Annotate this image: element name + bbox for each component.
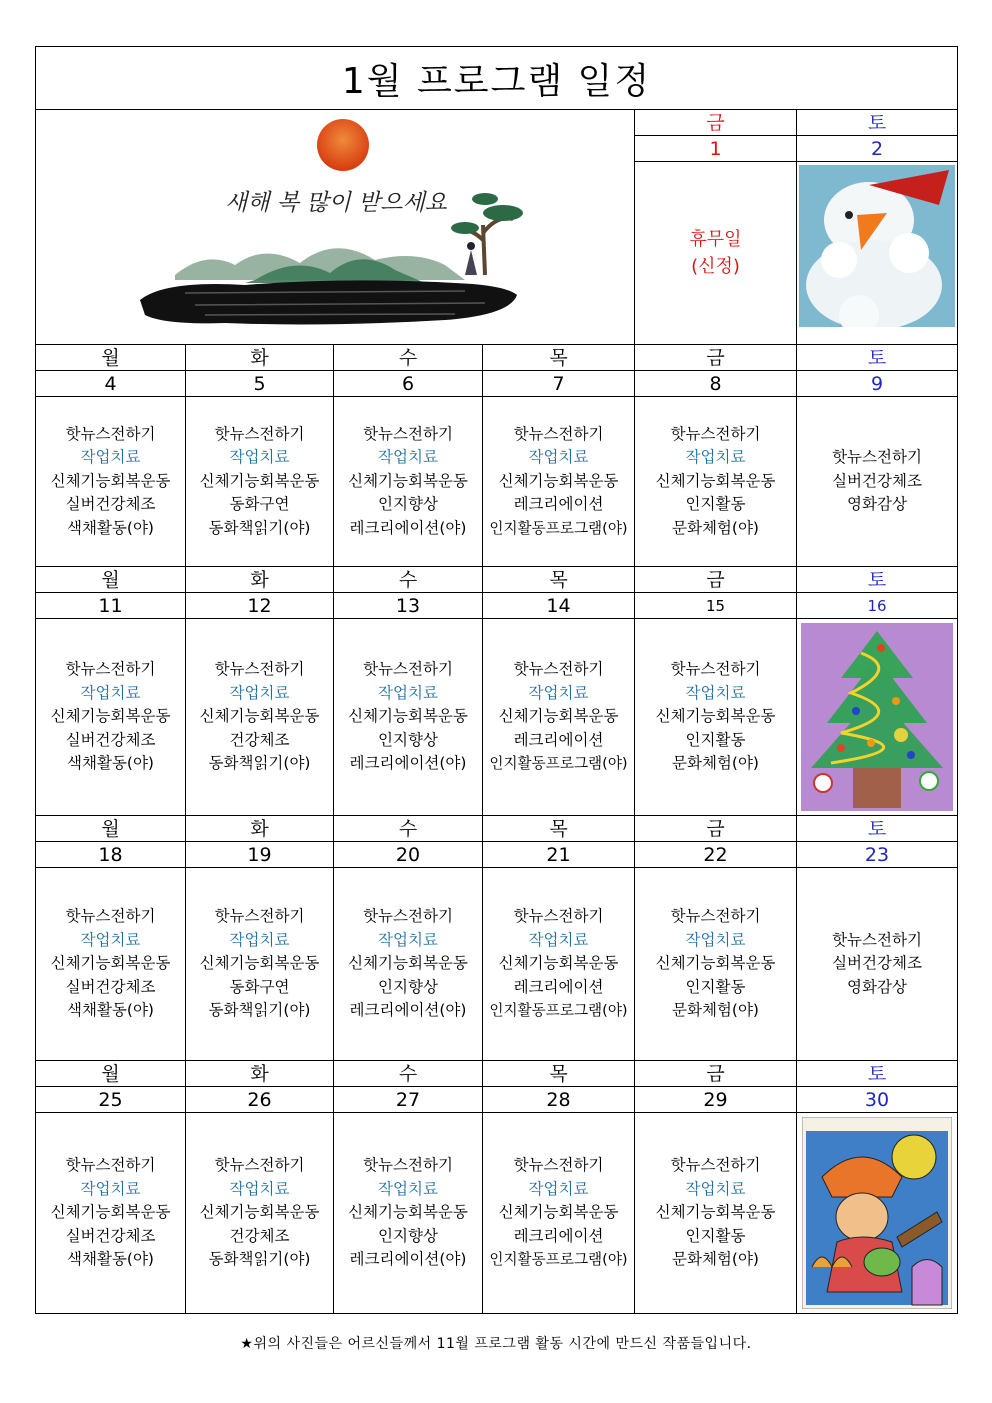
holiday-label: 휴무일 [689, 229, 742, 250]
program-item: 핫뉴스전하기 [65, 1156, 156, 1175]
weekday-header-mon: 월 [36, 816, 186, 842]
pine-needles-icon [483, 205, 523, 221]
date-number: 4 [36, 371, 186, 397]
day-programs [483, 619, 635, 816]
holiday-cell [635, 162, 797, 345]
weekday-header-sat: 토 [797, 816, 958, 842]
program-item: 신체기능회복운동 [50, 707, 171, 726]
weekday-header-mon: 월 [36, 1061, 186, 1087]
date-number: 27 [334, 1087, 483, 1113]
day-programs [635, 868, 797, 1061]
program-item: 핫뉴스전하기 [363, 1156, 453, 1175]
date-number: 1 [635, 136, 797, 162]
program-item: 신체기능회복운동 [498, 1203, 619, 1222]
program-item: 작업치료 [528, 448, 589, 467]
program-item: 신체기능회복운동 [498, 707, 619, 726]
schedule-table [35, 46, 958, 1314]
day-programs [36, 397, 186, 567]
holiday-name: (신정) [691, 256, 740, 277]
weekday-header-wed: 수 [334, 567, 483, 593]
program-item: 레크리에이션 [513, 977, 604, 996]
day-programs [186, 1113, 334, 1314]
program-item: 동화책읽기(야) [208, 518, 311, 537]
program-item: 핫뉴스전하기 [65, 660, 156, 679]
program-item: 작업치료 [80, 1179, 141, 1198]
program-item: 실버건강체조 [65, 977, 156, 996]
day-programs [186, 868, 334, 1061]
program-item: 레크리에이션 [513, 495, 604, 514]
christmas-tree-artwork [801, 623, 953, 811]
pine-needles-icon [472, 193, 498, 205]
program-item: 작업치료 [378, 448, 438, 467]
program-item: 작업치료 [378, 683, 438, 702]
weekday-header-wed: 수 [334, 345, 483, 371]
program-item: 실버건강체조 [832, 471, 922, 490]
program-item: 영화감상 [847, 495, 907, 514]
day-programs [483, 1113, 635, 1314]
program-item: 신체기능회복운동 [348, 1203, 468, 1222]
program-item: 동화책읽기(야) [208, 1250, 311, 1269]
program-item: 신체기능회복운동 [199, 954, 320, 973]
day-programs [334, 397, 483, 567]
program-item: 작업치료 [80, 930, 141, 949]
day-programs [334, 619, 483, 816]
program-item: 레크리에이션 [513, 730, 604, 749]
weekday-header-sat: 토 [797, 110, 958, 136]
program-item: 작업치료 [229, 683, 290, 702]
sun-icon [317, 119, 369, 171]
weekday-header-wed: 수 [334, 1061, 483, 1087]
program-item: 신체기능회복운동 [50, 1203, 171, 1222]
program-item: 작업치료 [378, 1179, 438, 1198]
program-item: 핫뉴스전하기 [513, 1156, 604, 1175]
program-item: 핫뉴스전하기 [832, 448, 922, 467]
color-by-number-artwork [802, 1117, 952, 1309]
new-year-ink-illustration [125, 115, 545, 340]
program-item: 색채활동(야) [67, 754, 154, 773]
date-number: 12 [186, 593, 334, 619]
program-item: 핫뉴스전하기 [513, 907, 604, 926]
program-item: 실버건강체조 [65, 495, 156, 514]
weekday-header-mon: 월 [36, 345, 186, 371]
date-number: 8 [635, 371, 797, 397]
footnote: ★위의 사진들은 어르신들께서 11월 프로그램 활동 시간에 만드신 작품들입니다. [240, 1336, 752, 1352]
program-item: 핫뉴스전하기 [363, 907, 453, 926]
day-programs [36, 1113, 186, 1314]
program-item: 동화책읽기(야) [208, 754, 311, 773]
program-item: 인지활동프로그램(야) [489, 1251, 628, 1269]
program-item: 인지향상 [378, 730, 438, 749]
program-item: 신체기능회복운동 [655, 707, 776, 726]
date-number: 20 [334, 842, 483, 868]
program-item: 신체기능회복운동 [498, 954, 619, 973]
date-number: 2 [797, 136, 958, 162]
weekday-header-wed: 수 [334, 816, 483, 842]
artwork-coloring-cell [797, 1113, 958, 1314]
day-programs [334, 868, 483, 1061]
date-number: 9 [797, 371, 958, 397]
program-item: 핫뉴스전하기 [832, 930, 922, 949]
program-item: 인지활동프로그램(야) [489, 519, 628, 537]
artwork-tree-cell [797, 619, 958, 816]
date-number: 28 [483, 1087, 635, 1113]
program-item: 작업치료 [528, 1179, 589, 1198]
date-number: 26 [186, 1087, 334, 1113]
scholar-head-icon [467, 242, 475, 250]
program-item: 작업치료 [229, 1179, 290, 1198]
weekday-header-tue: 화 [186, 1061, 334, 1087]
program-item: 신체기능회복운동 [348, 707, 468, 726]
program-item: 문화체험(야) [672, 1250, 759, 1269]
program-item: 핫뉴스전하기 [363, 660, 453, 679]
snowman-artwork [799, 165, 955, 341]
weekday-header-thu: 목 [483, 345, 635, 371]
weekday-header-thu: 목 [483, 816, 635, 842]
program-item: 색채활동(야) [67, 1250, 154, 1269]
artwork-snowman-cell [797, 162, 958, 345]
day-programs [635, 619, 797, 816]
program-item: 레크리에이션(야) [349, 1250, 467, 1269]
program-item: 신체기능회복운동 [655, 954, 776, 973]
weekday-header-fri: 금 [635, 345, 797, 371]
date-number: 21 [483, 842, 635, 868]
weekday-header-fri: 금 [635, 110, 797, 136]
program-item: 영화감상 [847, 977, 907, 996]
day-programs [635, 397, 797, 567]
weekday-header-sat: 토 [797, 1061, 958, 1087]
day-programs [483, 397, 635, 567]
program-item: 인지향상 [378, 977, 438, 996]
program-item: 문화체험(야) [672, 1001, 759, 1020]
program-item: 건강체조 [229, 730, 290, 749]
weekday-header-sat: 토 [797, 567, 958, 593]
day-programs [635, 1113, 797, 1314]
program-item: 신체기능회복운동 [50, 471, 171, 490]
program-item: 신체기능회복운동 [498, 471, 619, 490]
program-item: 작업치료 [378, 930, 438, 949]
program-item: 핫뉴스전하기 [513, 424, 604, 443]
program-item: 신체기능회복운동 [348, 954, 468, 973]
weekday-header-fri: 금 [635, 1061, 797, 1087]
scholar-figure-icon [465, 250, 477, 275]
program-item: 신체기능회복운동 [199, 707, 320, 726]
weekday-header-sat: 토 [797, 345, 958, 371]
program-item: 문화체험(야) [672, 754, 759, 773]
weekday-header-fri: 금 [635, 816, 797, 842]
program-item: 인지활동 [685, 495, 746, 514]
program-item: 인지활동 [685, 1226, 746, 1245]
program-item: 작업치료 [685, 1179, 746, 1198]
program-item: 레크리에이션(야) [349, 518, 467, 537]
program-item: 실버건강체조 [832, 954, 922, 973]
program-item: 인지활동 [685, 730, 746, 749]
weekday-header-fri: 금 [635, 567, 797, 593]
program-item: 신체기능회복운동 [199, 471, 320, 490]
day-programs [483, 868, 635, 1061]
program-item: 작업치료 [528, 930, 589, 949]
program-item: 동화구연 [229, 495, 290, 514]
date-number: 30 [797, 1087, 958, 1113]
program-item: 문화체험(야) [672, 518, 759, 537]
weekday-header-tue: 화 [186, 816, 334, 842]
program-item: 인지향상 [378, 495, 438, 514]
program-item: 실버건강체조 [65, 730, 156, 749]
program-item: 실버건강체조 [65, 1226, 156, 1245]
program-item: 작업치료 [685, 930, 746, 949]
program-item: 신체기능회복운동 [348, 471, 468, 490]
date-number: 7 [483, 371, 635, 397]
date-number: 16 [797, 593, 958, 619]
program-item: 색채활동(야) [67, 1001, 154, 1020]
pine-needles-icon [451, 222, 479, 234]
new-year-banner [36, 110, 635, 345]
greeting-calligraphy: 새해 복 많이 받으세요 [225, 189, 447, 216]
program-item: 핫뉴스전하기 [670, 424, 761, 443]
weekday-header-tue: 화 [186, 567, 334, 593]
date-number: 11 [36, 593, 186, 619]
weekday-header-thu: 목 [483, 1061, 635, 1087]
day-programs [797, 397, 958, 567]
program-item: 색채활동(야) [67, 518, 154, 537]
day-programs [186, 619, 334, 816]
program-item: 핫뉴스전하기 [670, 1156, 761, 1175]
program-item: 핫뉴스전하기 [214, 907, 305, 926]
program-item: 신체기능회복운동 [199, 1203, 320, 1222]
program-item: 레크리에이션(야) [349, 754, 467, 773]
date-number: 13 [334, 593, 483, 619]
program-item: 인지향상 [378, 1226, 438, 1245]
day-programs [36, 619, 186, 816]
tree-trunk-icon [853, 768, 901, 808]
program-item: 신체기능회복운동 [50, 954, 171, 973]
page-title: 1월 프로그램 일정 [36, 47, 958, 110]
date-number: 29 [635, 1087, 797, 1113]
program-item: 작업치료 [80, 448, 141, 467]
date-number: 15 [635, 593, 797, 619]
date-number: 25 [36, 1087, 186, 1113]
program-item: 신체기능회복운동 [655, 1203, 776, 1222]
program-item: 핫뉴스전하기 [214, 424, 305, 443]
date-number: 19 [186, 842, 334, 868]
program-item: 작업치료 [685, 683, 746, 702]
weekday-header-mon: 월 [36, 567, 186, 593]
program-item: 작업치료 [80, 683, 141, 702]
program-item: 작업치료 [229, 448, 290, 467]
program-item: 핫뉴스전하기 [65, 907, 156, 926]
date-number: 5 [186, 371, 334, 397]
program-item: 핫뉴스전하기 [670, 660, 761, 679]
program-item: 핫뉴스전하기 [214, 1156, 305, 1175]
program-item: 동화책읽기(야) [208, 1001, 311, 1020]
date-number: 22 [635, 842, 797, 868]
program-item: 인지활동 [685, 977, 746, 996]
day-programs [186, 397, 334, 567]
weekday-header-thu: 목 [483, 567, 635, 593]
date-number: 18 [36, 842, 186, 868]
program-item: 핫뉴스전하기 [363, 424, 453, 443]
day-programs [797, 868, 958, 1061]
program-item: 건강체조 [229, 1226, 290, 1245]
program-item: 핫뉴스전하기 [65, 424, 156, 443]
program-item: 작업치료 [528, 683, 589, 702]
date-number: 6 [334, 371, 483, 397]
program-item: 작업치료 [685, 448, 746, 467]
program-item: 핫뉴스전하기 [513, 660, 604, 679]
program-item: 작업치료 [229, 930, 290, 949]
program-item: 동화구연 [229, 977, 290, 996]
date-number: 14 [483, 593, 635, 619]
program-item: 신체기능회복운동 [655, 471, 776, 490]
program-item: 레크리에이션(야) [349, 1001, 467, 1020]
weekday-header-tue: 화 [186, 345, 334, 371]
date-number: 23 [797, 842, 958, 868]
program-item: 핫뉴스전하기 [670, 907, 761, 926]
program-item: 인지활동프로그램(야) [489, 755, 628, 773]
day-programs [334, 1113, 483, 1314]
program-item: 핫뉴스전하기 [214, 660, 305, 679]
program-item: 레크리에이션 [513, 1226, 604, 1245]
program-item: 인지활동프로그램(야) [489, 1002, 628, 1020]
day-programs [36, 868, 186, 1061]
